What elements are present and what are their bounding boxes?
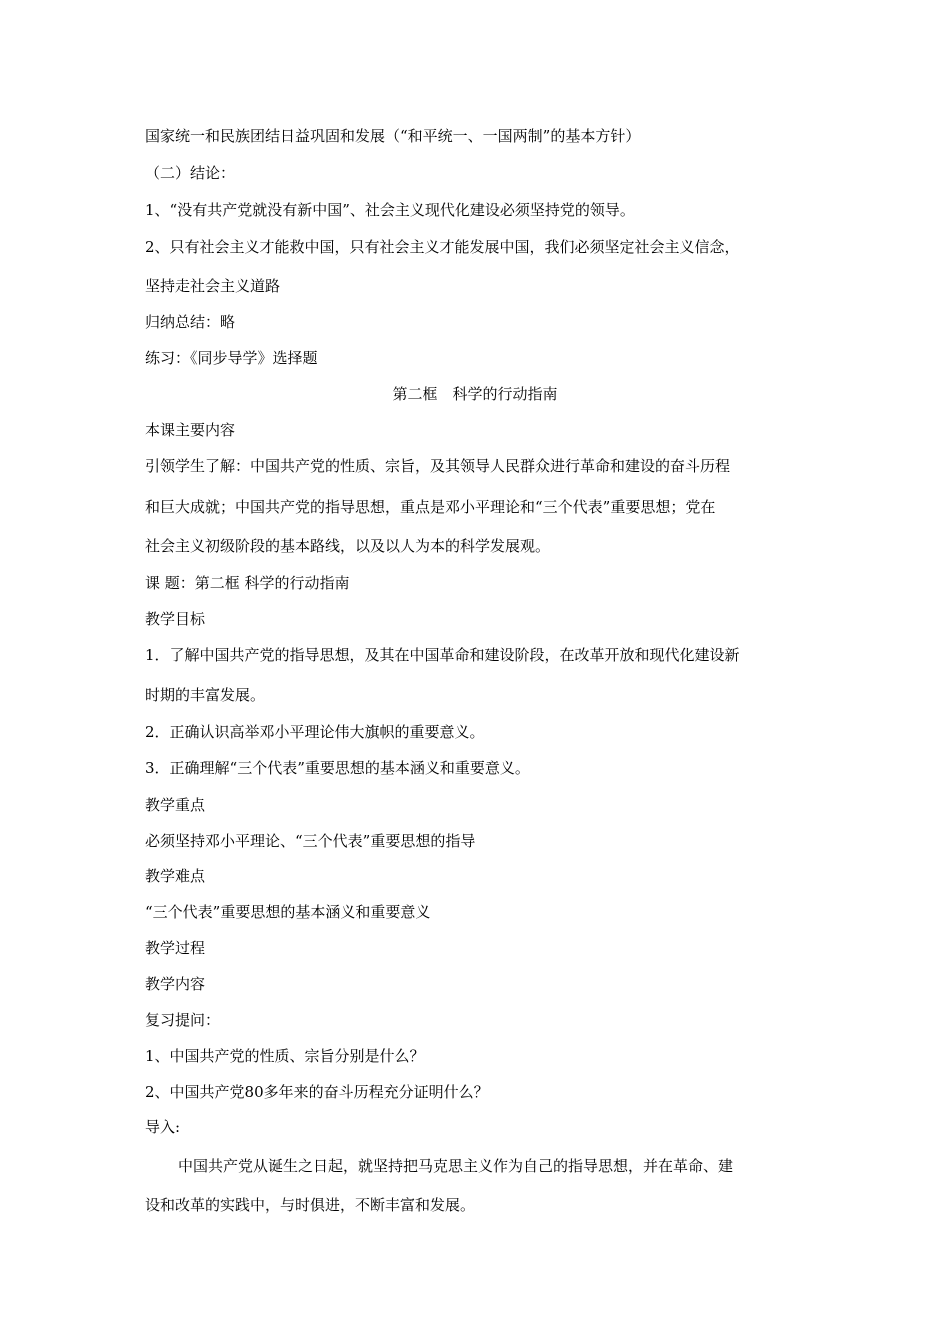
text-line: 导入:: [145, 1118, 181, 1136]
text-line: 1．了解中国共产党的指导思想，及其在中国革命和建设阶段，在改革开放和现代化建设新: [145, 646, 740, 664]
text-line: 1、中国共产党的性质、宗旨分别是什么？: [145, 1047, 425, 1065]
text-line: “三个代表”重要思想的基本涵义和重要意义: [145, 903, 431, 921]
text-line: 引领学生了解：中国共产党的性质、宗旨，及其领导人民群众进行革命和建设的奋斗历程: [145, 457, 731, 475]
text-line: 归纳总结：略: [145, 313, 236, 331]
text-line: 2．正确认识高举邓小平理论伟大旗帜的重要意义。: [145, 723, 485, 741]
text-line: 坚持走社会主义道路: [145, 277, 281, 295]
section-heading: 教学难点: [145, 867, 206, 885]
text-line: 时期的丰富发展。: [145, 686, 266, 704]
section-heading: （二）结论：: [145, 164, 236, 182]
section-heading: 教学重点: [145, 796, 206, 814]
text-line: 练习：《同步导学》选择题: [145, 349, 318, 367]
section-heading: 教学目标: [145, 610, 206, 628]
text-line: 复习提问：: [145, 1011, 221, 1029]
text-line: 设和改革的实践中，与时俱进，不断丰富和发展。: [145, 1196, 476, 1214]
text-line: 和巨大成就；中国共产党的指导思想，重点是邓小平理论和“三个代表”重要思想；党在: [145, 498, 716, 516]
text-line: 必须坚持邓小平理论、“三个代表”重要思想的指导: [145, 832, 476, 850]
text-line: 国家统一和民族团结日益巩固和发展（“和平统一、一国两制”的基本方针）: [145, 127, 641, 145]
text-line: 1、“没有共产党就没有新中国”、社会主义现代化建设必须坚持党的领导。: [145, 201, 635, 219]
section-heading: 教学过程: [145, 939, 206, 957]
section-heading: 教学内容: [145, 975, 206, 993]
text-line: 3．正确理解“三个代表”重要思想的基本涵义和重要意义。: [145, 759, 530, 777]
section-title: 第二框 科学的行动指南: [392, 385, 558, 403]
text-line: 2、只有社会主义才能救中国，只有社会主义才能发展中国，我们必须坚定社会主义信念，: [145, 238, 740, 256]
text-line: 社会主义初级阶段的基本路线，以及以人为本的科学发展观。: [145, 537, 551, 555]
text-line: 2、中国共产党80多年来的奋斗历程充分证明什么？: [145, 1083, 489, 1101]
text-line: 课 题：第二框 科学的行动指南: [145, 574, 350, 592]
section-heading: 本课主要内容: [145, 421, 236, 439]
text-line: 中国共产党从诞生之日起，就坚持把马克思主义作为自己的指导思想，并在革命、建: [178, 1157, 734, 1175]
